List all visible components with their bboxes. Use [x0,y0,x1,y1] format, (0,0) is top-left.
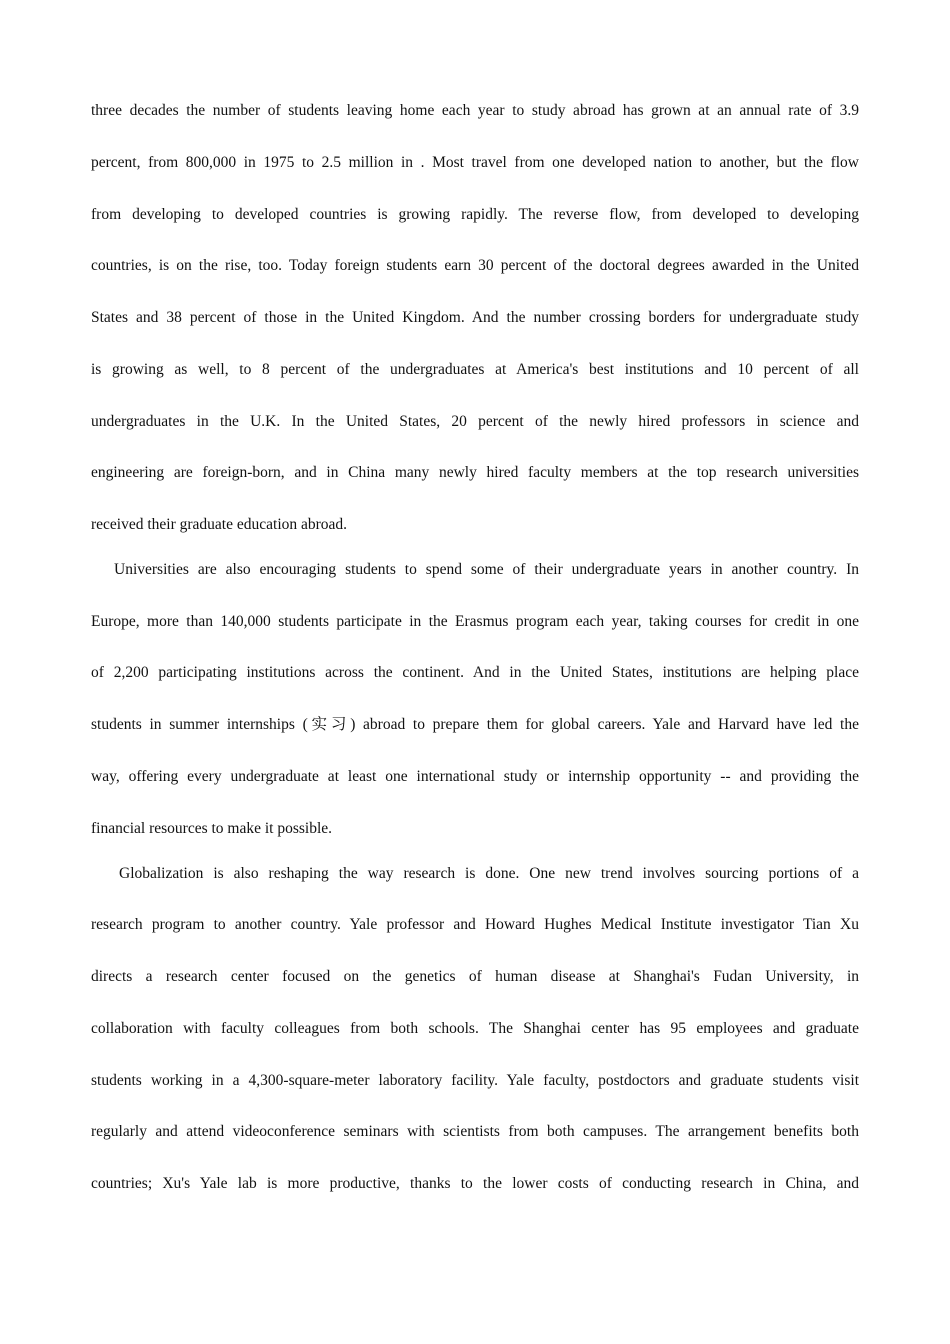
paragraph-2-line-1: Universities are also encouraging students to spend some of their undergraduate years in another country. In [114,561,859,578]
paragraph-3-line-4: collaboration with faculty colleagues from both schools. The Shanghai center has 95 employees and graduate [91,1020,859,1037]
paragraph-2-line-2: Europe, more than 140,000 students participate in the Erasmus program each year, taking courses for credit in one [91,613,859,630]
paragraph-1-line-4: countries, is on the rise, too. Today foreign students earn 30 percent of the doctoral degrees awarded in the United [91,257,859,274]
paragraph-1-line-2: percent, from 800,000 in 1975 to 2.5 million in . Most travel from one developed nation to another, but the flow [91,154,859,171]
paragraph-2-line-5: way, offering every undergraduate at least one international study or internship opportunity -- and providing the [91,768,859,785]
paragraph-2-line-4: students in summer internships (实习) abroad to prepare them for global careers. Yale and Harvard have led the [91,716,859,733]
paragraph-2-line-3: of 2,200 participating institutions across the continent. And in the United States, institutions are helping place [91,664,859,681]
paragraph-1-line-6: is growing as well, to 8 percent of the undergraduates at America's best institutions and 10 percent of all [91,361,859,378]
paragraph-1-line-5: States and 38 percent of those in the United Kingdom. And the number crossing borders for undergraduate study [91,309,859,326]
paragraph-1-line-1: three decades the number of students leaving home each year to study abroad has grown at an annual rate of 3.9 [91,102,859,119]
paragraph-3-line-5: students working in a 4,300-square-meter laboratory facility. Yale faculty, postdoctors and graduate students visit [91,1072,859,1089]
paragraph-1-line-7: undergraduates in the U.K. In the United States, 20 percent of the newly hired professors in science and [91,413,859,430]
paragraph-1-line-8: engineering are foreign-born, and in China many newly hired faculty members at the top research universities [91,464,859,481]
paragraph-3-line-3: directs a research center focused on the genetics of human disease at Shanghai's Fudan University, in [91,968,859,985]
paragraph-3-line-2: research program to another country. Yale professor and Howard Hughes Medical Institute investigator Tian Xu [91,916,859,933]
paragraph-2-line-6: financial resources to make it possible. [91,820,333,837]
paragraph-1-line-3: from developing to developed countries is growing rapidly. The reverse flow, from developed to developing [91,206,859,223]
paragraph-3-line-6: regularly and attend videoconference seminars with scientists from both campuses. The arrangement benefits both [91,1123,859,1140]
paragraph-3-line-1: Globalization is also reshaping the way research is done. One new trend involves sourcing portions of a [119,865,859,882]
paragraph-1-line-9: received their graduate education abroad. [91,516,348,533]
paragraph-3-line-7: countries; Xu's Yale lab is more productive, thanks to the lower costs of conducting research in China, and [91,1175,859,1192]
